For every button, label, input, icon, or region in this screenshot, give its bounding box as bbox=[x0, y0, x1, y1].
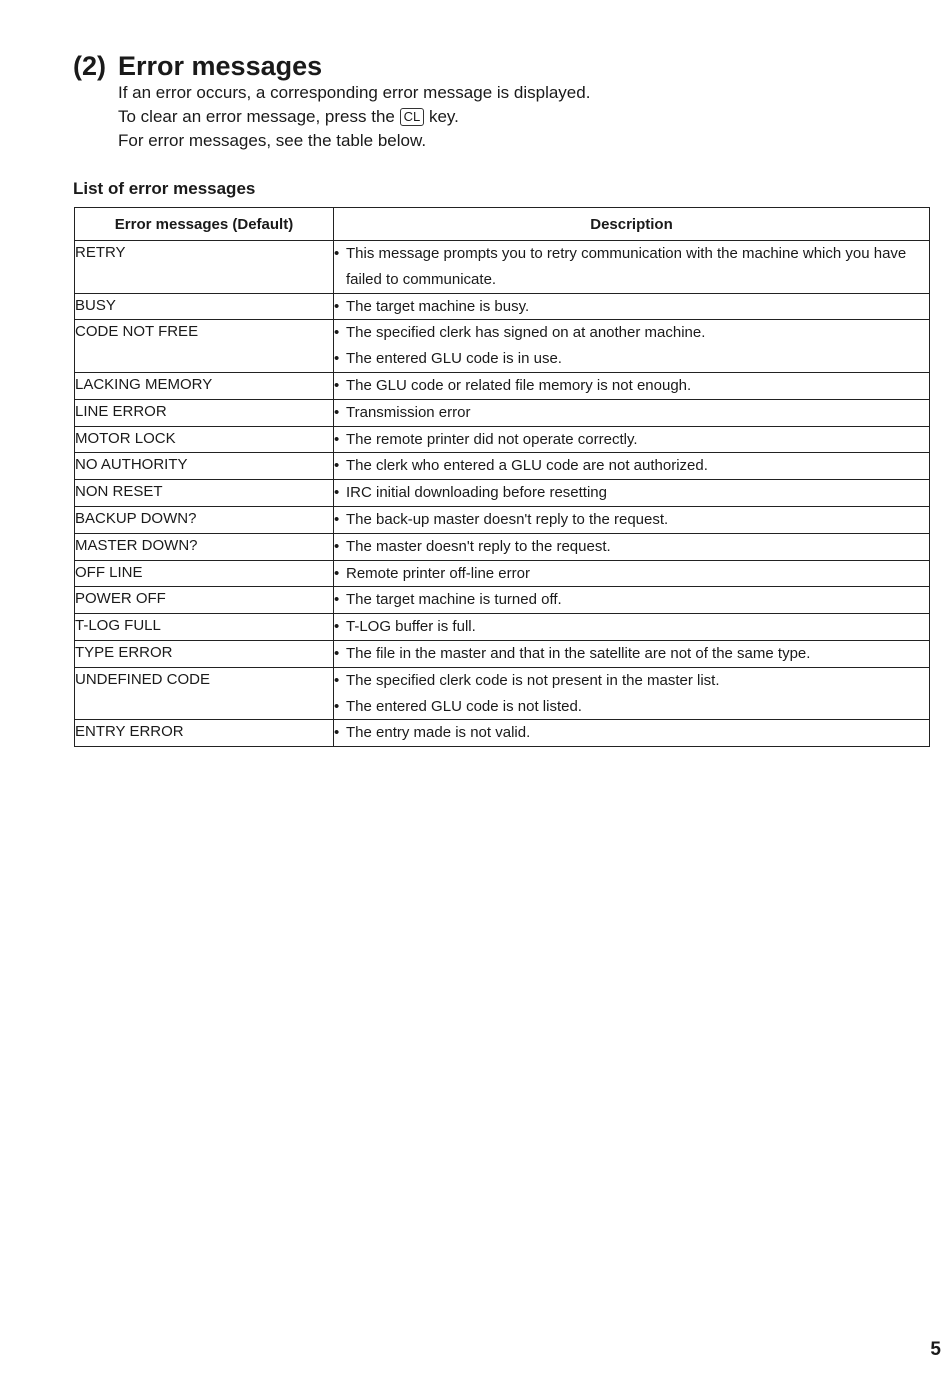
description-item: • The back-up master doesn't reply to the request. bbox=[334, 507, 929, 533]
description-cell bbox=[334, 480, 930, 507]
description-item: • IRC initial downloading before resetting bbox=[334, 480, 929, 506]
intro-line-2-after: key. bbox=[428, 107, 459, 126]
section-heading bbox=[73, 48, 322, 84]
table-row bbox=[75, 640, 930, 667]
intro-text bbox=[118, 81, 590, 153]
description-cell bbox=[334, 587, 930, 614]
description-item: • The clerk who entered a GLU code are not authorized. bbox=[334, 453, 929, 479]
table-row bbox=[75, 320, 930, 373]
description-cell bbox=[334, 293, 930, 320]
description-item: • T-LOG buffer is full. bbox=[334, 614, 929, 640]
error-message-cell: NO AUTHORITY bbox=[75, 453, 334, 480]
table-body bbox=[75, 241, 930, 747]
error-message-cell: CODE NOT FREE bbox=[75, 320, 334, 373]
error-message-cell: TYPE ERROR bbox=[75, 640, 334, 667]
description-cell bbox=[334, 320, 930, 373]
description-cell bbox=[334, 560, 930, 587]
description-cell bbox=[334, 533, 930, 560]
description-cell bbox=[334, 372, 930, 399]
description-item: • The entered GLU code is not listed. bbox=[334, 694, 929, 720]
description-cell bbox=[334, 720, 930, 747]
description-cell bbox=[334, 426, 930, 453]
table-row bbox=[75, 372, 930, 399]
description-item: • The target machine is turned off. bbox=[334, 587, 929, 613]
error-message-cell: RETRY bbox=[75, 241, 334, 294]
description-item: • The specified clerk has signed on at another machine. bbox=[334, 320, 929, 346]
error-messages-table bbox=[74, 207, 930, 747]
error-message-cell: UNDEFINED CODE bbox=[75, 667, 334, 720]
table-row bbox=[75, 241, 930, 294]
list-title: List of error messages bbox=[73, 179, 256, 198]
error-message-cell: LINE ERROR bbox=[75, 399, 334, 426]
description-item: • The remote printer did not operate correctly. bbox=[334, 427, 929, 453]
description-cell bbox=[334, 506, 930, 533]
error-message-cell: POWER OFF bbox=[75, 587, 334, 614]
table-row bbox=[75, 480, 930, 507]
description-item: • The master doesn't reply to the request. bbox=[334, 534, 929, 560]
table-row bbox=[75, 293, 930, 320]
page-number: 5 bbox=[930, 1339, 941, 1360]
description-item: • The entry made is not valid. bbox=[334, 720, 929, 746]
error-message-cell: T-LOG FULL bbox=[75, 614, 334, 641]
table-row bbox=[75, 667, 930, 720]
intro-line-3: For error messages, see the table below. bbox=[118, 131, 427, 150]
section-title: Error messages bbox=[118, 51, 323, 81]
intro-line-1: If an error occurs, a corresponding error message is displayed. bbox=[118, 83, 591, 102]
table-row bbox=[75, 587, 930, 614]
table-row bbox=[75, 426, 930, 453]
description-cell bbox=[334, 241, 930, 294]
description-item: • The GLU code or related file memory is not enough. bbox=[334, 373, 929, 399]
header-error-messages: Error messages (Default) bbox=[75, 208, 334, 241]
description-cell bbox=[334, 453, 930, 480]
description-cell bbox=[334, 640, 930, 667]
description-item: • Remote printer off-line error bbox=[334, 561, 929, 587]
intro-line-2 bbox=[118, 105, 590, 129]
description-cell bbox=[334, 614, 930, 641]
description-cell bbox=[334, 667, 930, 720]
header-description: Description bbox=[334, 208, 930, 241]
table-row bbox=[75, 720, 930, 747]
table-row bbox=[75, 560, 930, 587]
error-message-cell: ENTRY ERROR bbox=[75, 720, 334, 747]
error-message-cell: MOTOR LOCK bbox=[75, 426, 334, 453]
table-row bbox=[75, 399, 930, 426]
error-message-cell: OFF LINE bbox=[75, 560, 334, 587]
error-message-cell: NON RESET bbox=[75, 480, 334, 507]
description-item: • The entered GLU code is in use. bbox=[334, 346, 929, 372]
intro-line-2-before: To clear an error message, press the bbox=[118, 107, 395, 126]
table-row bbox=[75, 506, 930, 533]
error-message-cell: BUSY bbox=[75, 293, 334, 320]
table-row bbox=[75, 614, 930, 641]
cl-key-icon: CL bbox=[400, 108, 425, 126]
table-header-row bbox=[75, 208, 930, 241]
error-message-cell: MASTER DOWN? bbox=[75, 533, 334, 560]
description-item: • This message prompts you to retry communication with the machine which you have failed to communicate. bbox=[334, 241, 929, 293]
description-item: • Transmission error bbox=[334, 400, 929, 426]
description-item: • The target machine is busy. bbox=[334, 294, 929, 320]
description-item: • The specified clerk code is not present in the master list. bbox=[334, 668, 929, 694]
error-message-cell: BACKUP DOWN? bbox=[75, 506, 334, 533]
error-message-cell: LACKING MEMORY bbox=[75, 372, 334, 399]
table-row bbox=[75, 453, 930, 480]
section-number: (2) bbox=[73, 51, 106, 81]
description-cell bbox=[334, 399, 930, 426]
table-row bbox=[75, 533, 930, 560]
description-item: • The file in the master and that in the satellite are not of the same type. bbox=[334, 641, 929, 667]
